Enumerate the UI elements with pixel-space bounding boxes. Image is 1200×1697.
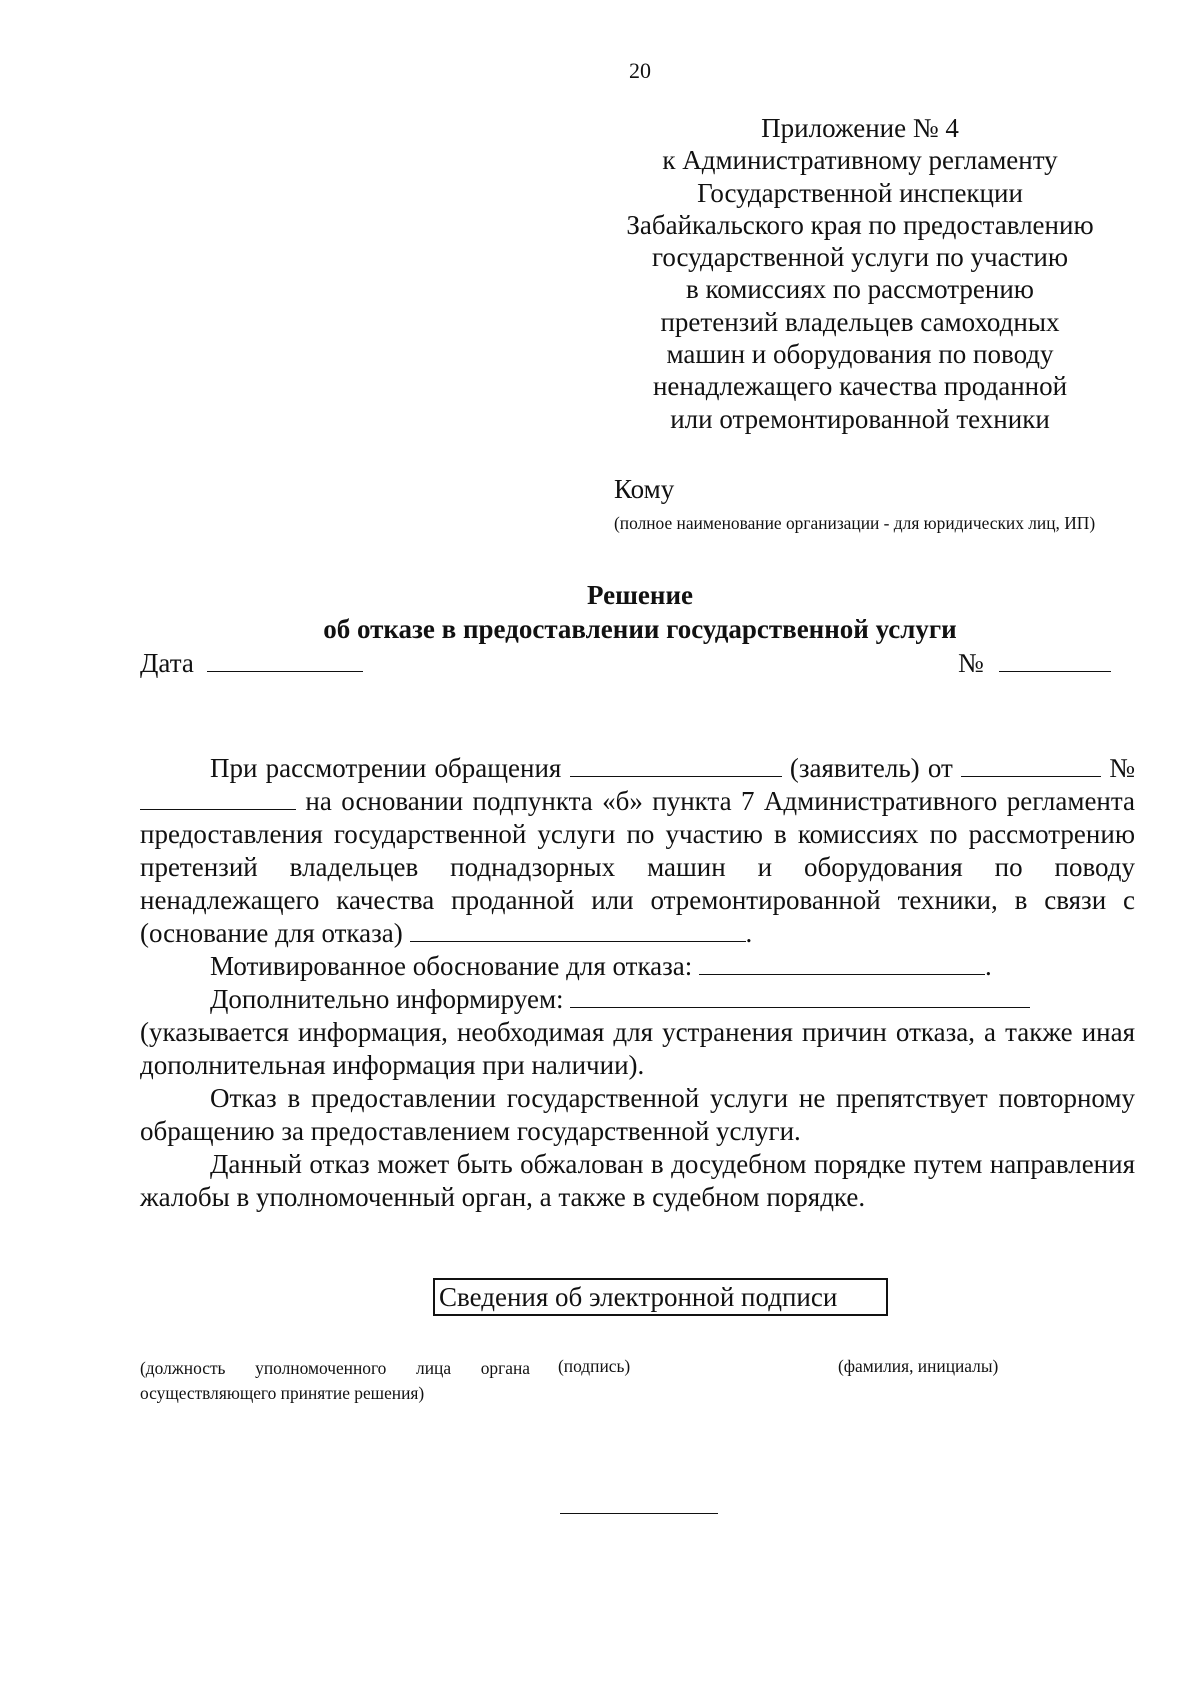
- date-blank-line: [207, 647, 363, 672]
- appendix-line: государственной услуги по участию: [651, 242, 1069, 273]
- appendix-line: к Административному регламенту: [662, 145, 1058, 176]
- paragraph-additional-info: [140, 983, 1135, 1016]
- applicant-blank-line: [570, 752, 782, 777]
- appendix-line: претензий владельцев самоходных: [660, 306, 1060, 337]
- end-separator-line: [560, 1513, 718, 1514]
- appeal-number-blank-line: [140, 785, 296, 810]
- appendix-line: Забайкальского края по предоставлению: [626, 209, 1094, 240]
- signature-caption: (подпись): [558, 1356, 631, 1376]
- appendix-line: Государственной инспекции: [697, 177, 1023, 208]
- appendix-line: ненадлежащего качества проданной: [652, 371, 1068, 402]
- caption-word: лица: [416, 1358, 452, 1378]
- recipient-hint: (полное наименование организации - для юридических лиц, ИП): [614, 513, 1096, 533]
- number-blank-line: [999, 647, 1111, 672]
- number-label: №: [958, 648, 984, 678]
- date-label: Дата: [140, 648, 194, 678]
- additional-info-label: Дополнительно информируем:: [210, 984, 564, 1014]
- caption-line-2: осуществляющего принятие решения): [140, 1383, 425, 1403]
- decision-body: [140, 752, 1135, 1214]
- signatory-position-caption: [140, 1356, 530, 1406]
- appendix-header: [620, 112, 1100, 435]
- additional-info-blank-line: [570, 983, 1030, 1008]
- number-field: [958, 647, 1111, 679]
- paragraph-additional-info-note: (указывается информация, необходимая для устранения причин отказа, а также иная дополнительная информация при наличии).: [140, 1017, 1135, 1080]
- paragraph-appeal-rights: Данный отказ может быть обжалован в досудебном порядке путем направления жалобы в уполномоченный орган, а также в судебном порядке.: [140, 1149, 1135, 1212]
- appendix-line: или отремонтированной техники: [670, 403, 1050, 434]
- motivation-label: Мотивированное обоснование для отказа:: [210, 951, 693, 981]
- appendix-line: машин и оборудования по поводу: [666, 339, 1054, 370]
- recipient-label: Кому: [614, 474, 675, 504]
- title-line-1: Решение: [587, 580, 693, 610]
- appeal-intro: При рассмотрении обращения: [210, 753, 562, 783]
- appeal-date-blank-line: [961, 752, 1101, 777]
- paragraph-no-obstacle: Отказ в предоставлении государственной услуги не препятствует повторному обращению за предоставлением государственной услуги.: [140, 1083, 1135, 1146]
- caption-word: (должность: [140, 1358, 226, 1378]
- appendix-line: в комиссиях по рассмотрению: [686, 274, 1034, 305]
- title-line-2: об отказе в предоставлении государственной услуги: [323, 614, 957, 644]
- appeal-number-sign: №: [1109, 753, 1136, 783]
- document-title: [0, 578, 1200, 646]
- appendix-line: Приложение № 4: [761, 113, 959, 143]
- applicant-text: (заявитель) от: [789, 753, 953, 783]
- caption-word: уполномоченного: [255, 1358, 387, 1378]
- date-field: [140, 647, 363, 679]
- motivation-blank-line: [699, 950, 985, 975]
- appeal-basis-text: на основании подпункта «б» пункта 7 Административного регламента предоставления государственной услуги по участию в комиссиях по рассмотрению претензий владельцев поднадзорных машин и оборудования по поводу ненадлежащего качества проданной или отремонтированной техники, в связи с (основание для отказа): [140, 786, 1135, 948]
- caption-word: органа: [480, 1358, 530, 1378]
- paragraph-motivation: Мотивированное обоснование для отказа: .: [210, 951, 992, 981]
- name-initials-caption: (фамилия, инициалы): [838, 1356, 999, 1376]
- page-number: 20: [629, 58, 651, 83]
- electronic-signature-box: Сведения об электронной подписи: [433, 1278, 888, 1316]
- refusal-basis-blank-line: [410, 917, 746, 942]
- paragraph-appeal: При рассмотрении обращения (заявитель) от № на основании подпункта «б» пункта 7 Административного регламента предоставления государственной услуги по участию в комиссиях по рассмотрению претензий владельцев поднадзорных машин и оборудования по поводу ненадлежащего качества проданной или отремонтированной техники, в связи с (основание для отказа) .: [140, 753, 1136, 948]
